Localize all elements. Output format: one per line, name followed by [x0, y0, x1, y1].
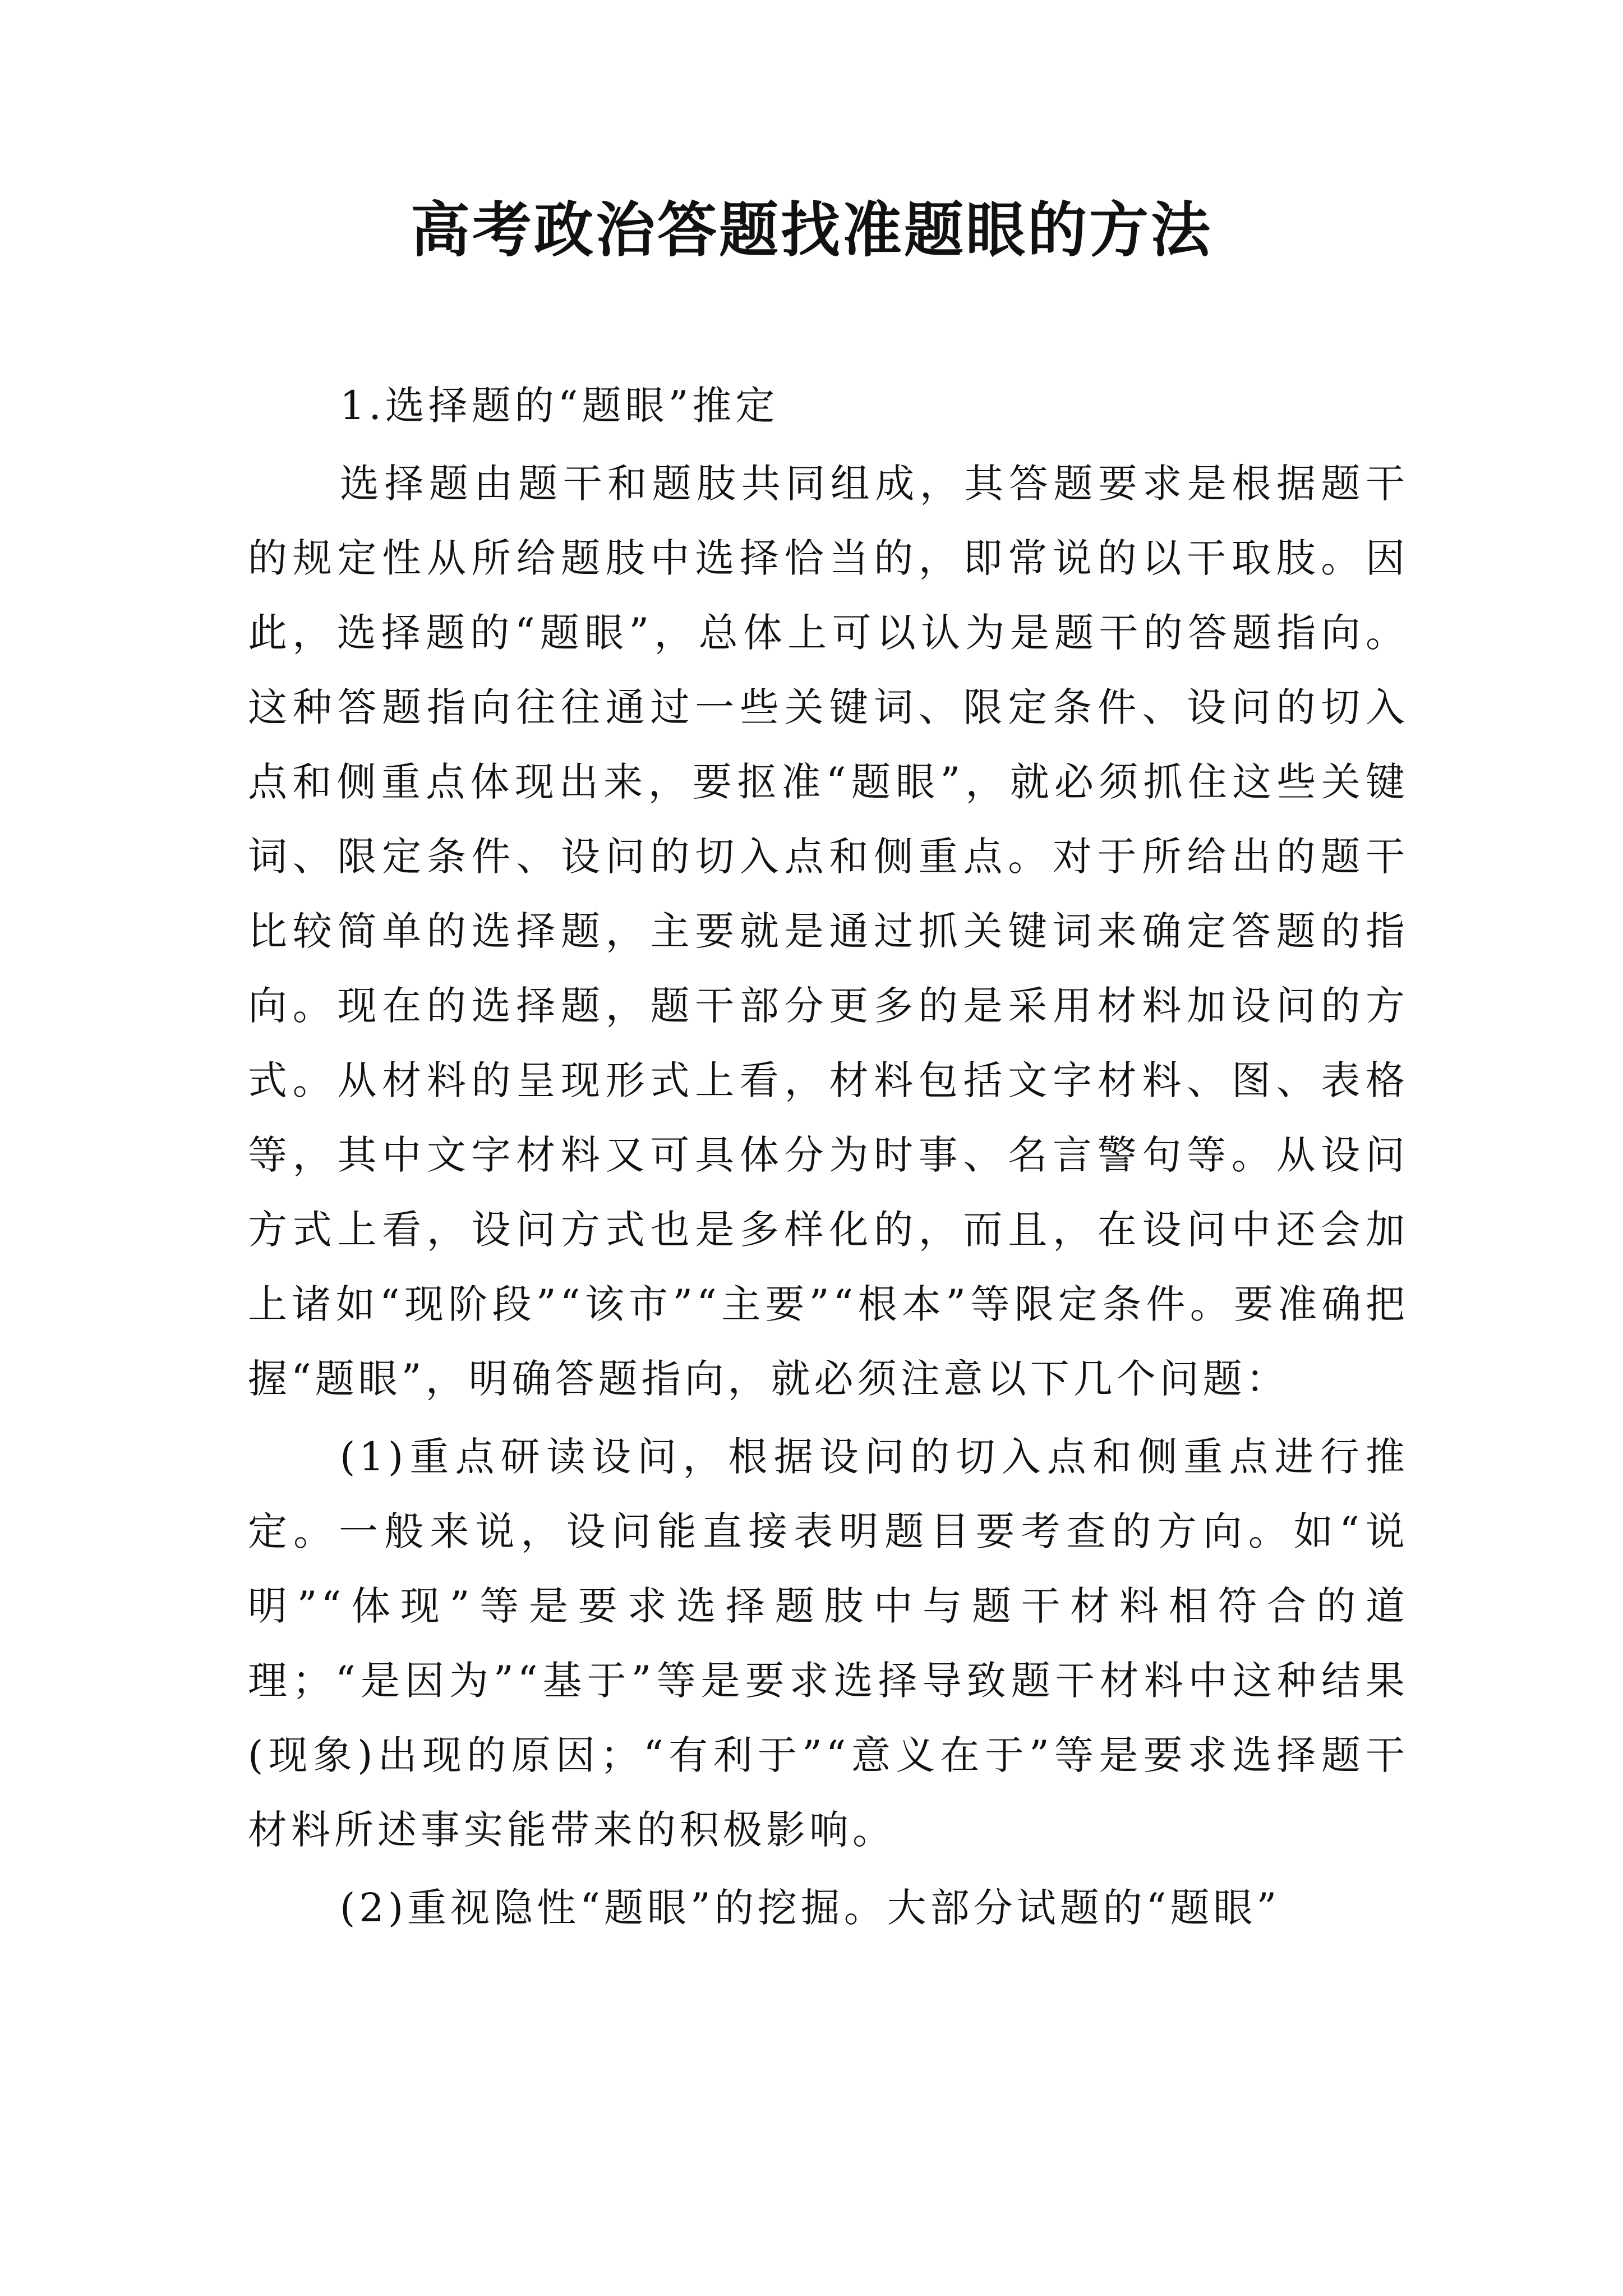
paragraph-point-1: (1)重点研读设问，根据设问的切入点和侧重点进行推定。一般来说，设问能直接表明题目要考查的方向。如“说明”“体现”等是要求选择题肢中与题干材料相符合的道理；“是因为”“基于”等是要求选择导致题干材料中这种结果(现象)出现的原因；“有利于”“意义在于”等是要求选择题干材料所述事实能带来的积极影响。	[248, 1434, 1409, 1853]
document-title: 高考政治答题找准题眼的方法	[411, 195, 1212, 265]
document-body	[248, 369, 1409, 1949]
section-heading: 1.选择题的“题眼”推定	[340, 383, 779, 429]
paragraph-intro: 选择题由题干和题肢共同组成，其答题要求是根据题干的规定性从所给题肢中选择恰当的，即常说的以干取肢。因此，选择题的“题眼”，总体上可以认为是题干的答题指向。这种答题指向往往通过一些关键词、限定条件、设问的切入点和侧重点体现出来，要抠准“题眼”，就必须抓住这些关键词、限定条件、设问的切入点和侧重点。对于所给出的题干比较简单的选择题，主要就是通过抓关键词来确定答题的指向。现在的选择题，题干部分更多的是采用材料加设问的方式。从材料的呈现形式上看，材料包括文字材料、图、表格等，其中文字材料又可具体分为时事、名言警句等。从设问方式上看，设问方式也是多样化的，而且，在设问中还会加上诸如“现阶段”“该市”“主要”“根本”等限定条件。要准确把握“题眼”，明确答题指向，就必须注意以下几个问题：	[248, 461, 1409, 1402]
paragraph-point-2: (2)重视隐性“题眼”的挖掘。大部分试题的“题眼”	[340, 1885, 1281, 1931]
